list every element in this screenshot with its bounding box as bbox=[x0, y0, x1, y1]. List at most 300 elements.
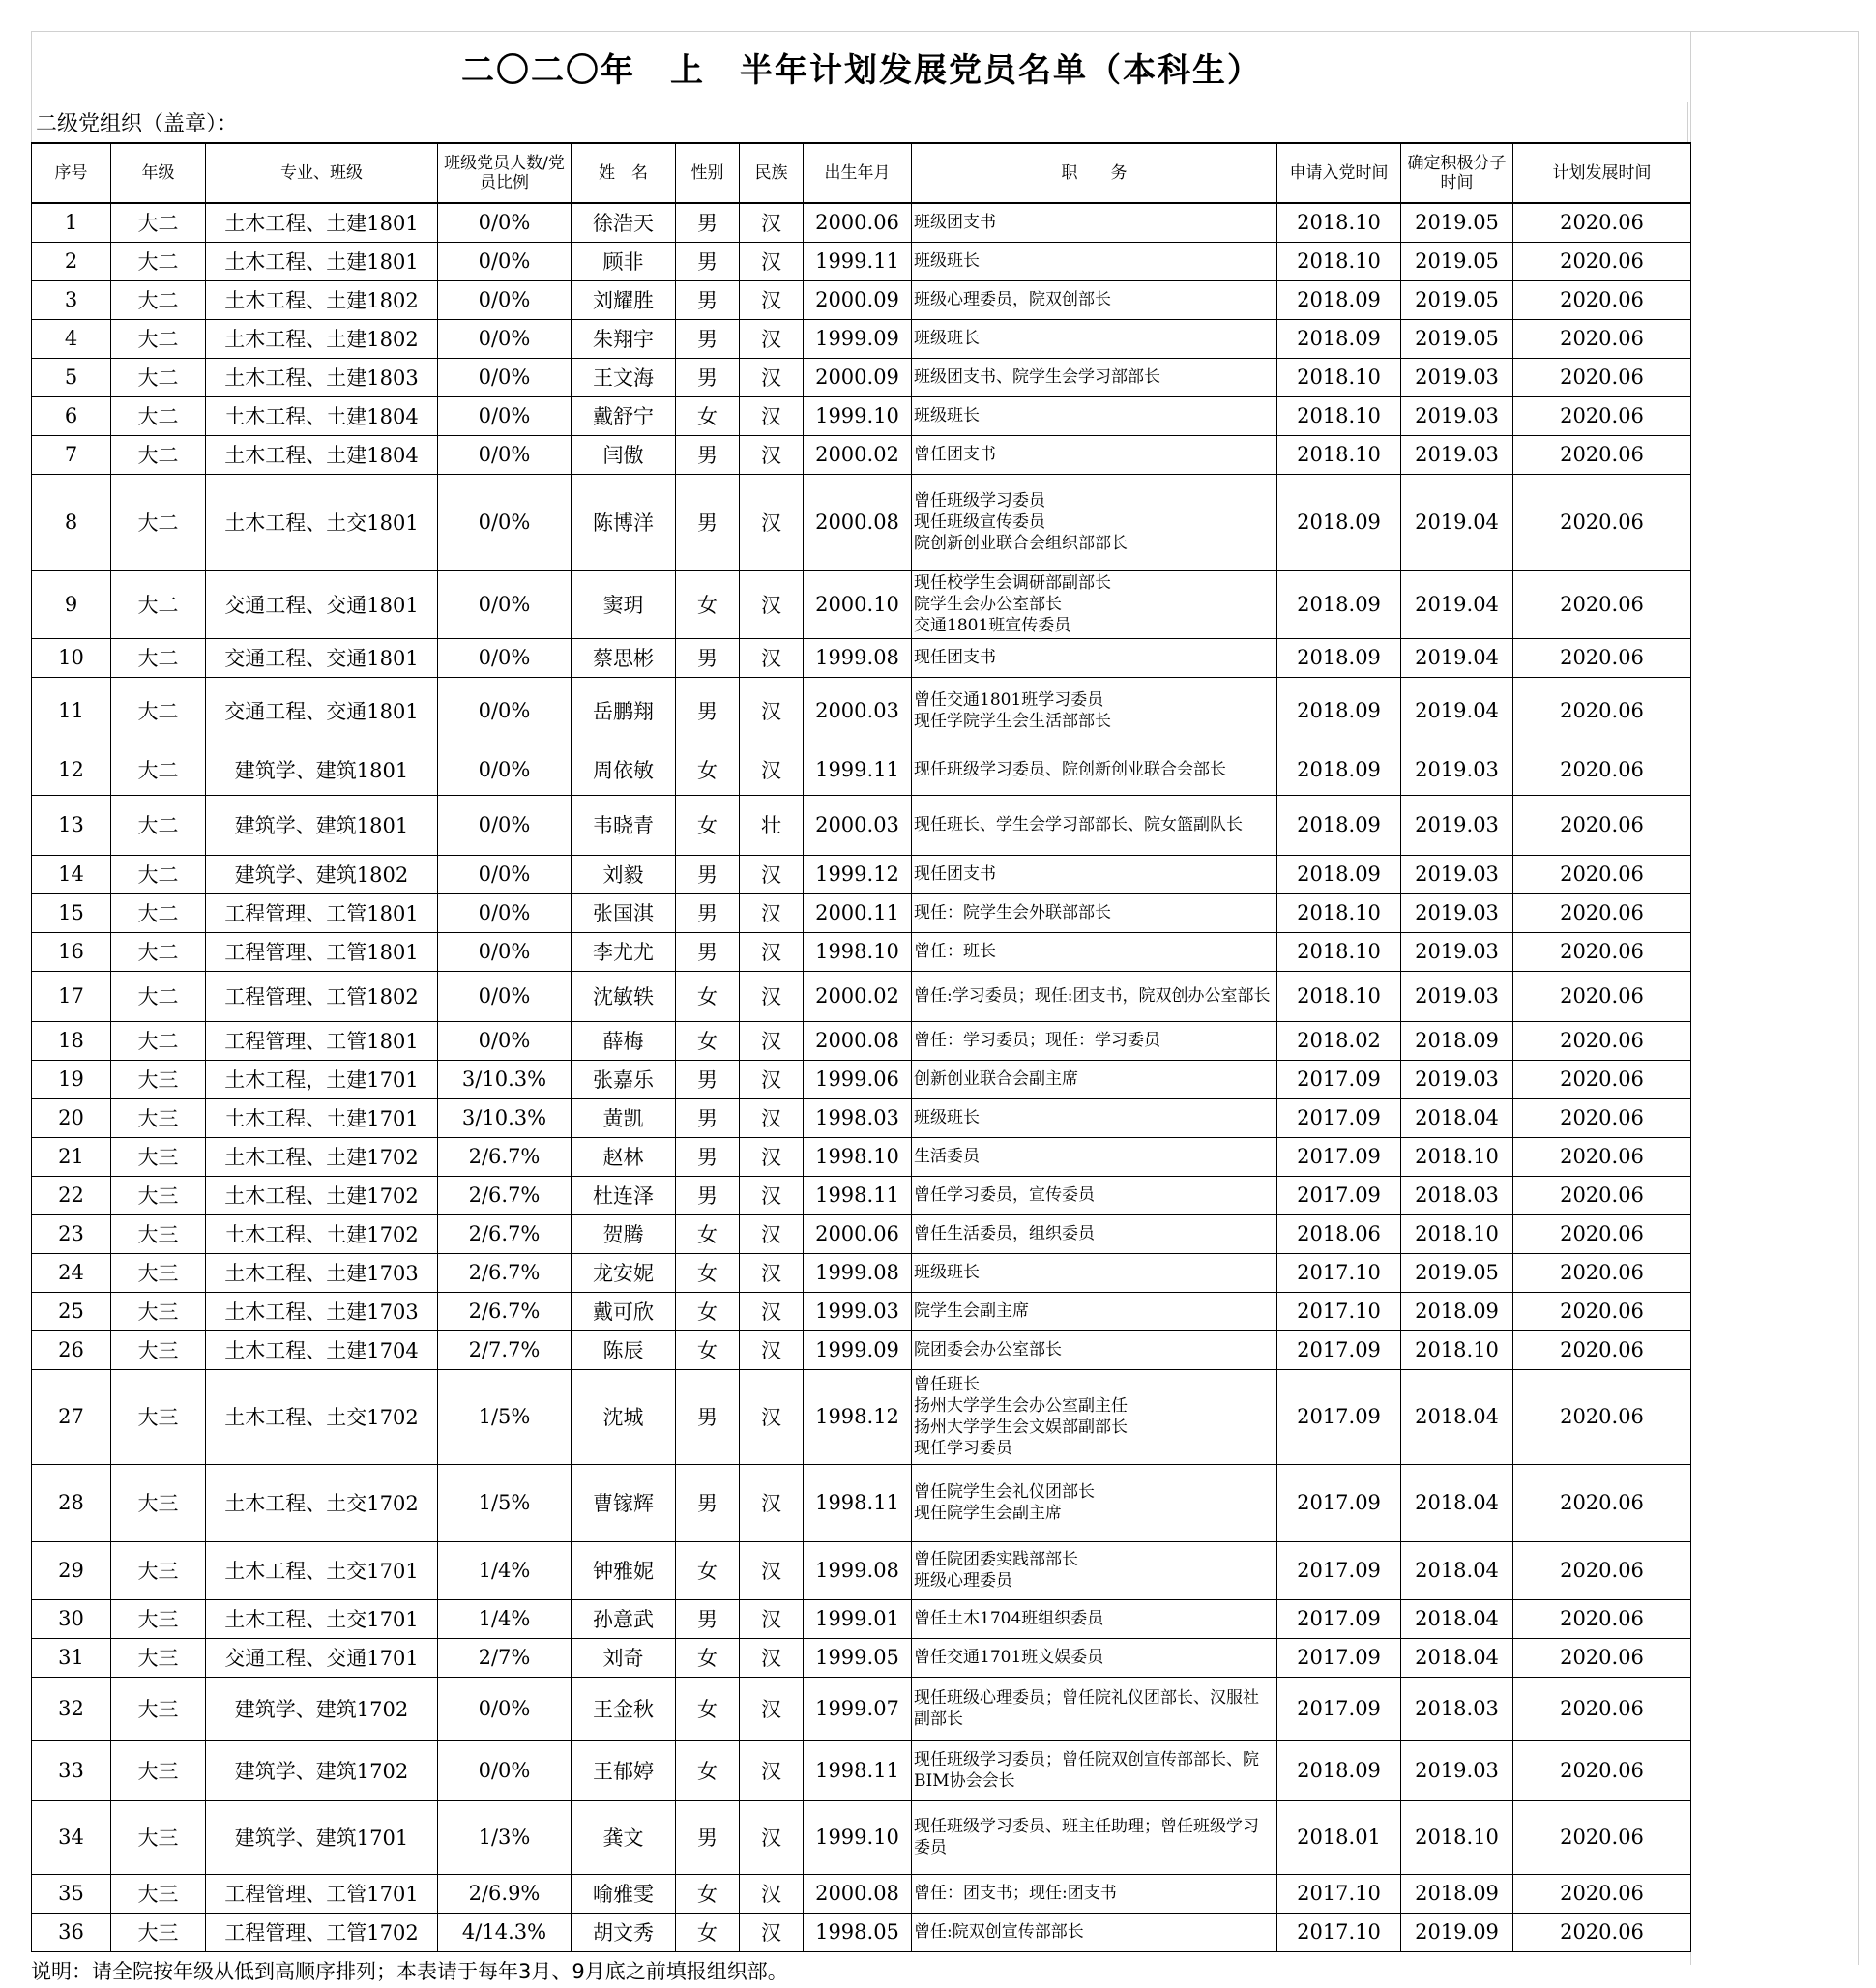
table-cell: 2020.06 bbox=[1513, 1253, 1691, 1292]
table-cell: 大二 bbox=[111, 971, 206, 1021]
table-cell: 0/0% bbox=[438, 203, 572, 242]
table-cell: 班级班长 bbox=[912, 1098, 1277, 1137]
table-cell: 0/0% bbox=[438, 855, 572, 893]
table-cell: 汉 bbox=[740, 745, 804, 795]
table-cell: 曾任：班长 bbox=[912, 932, 1277, 971]
table-cell: 王文海 bbox=[572, 358, 676, 396]
table-row bbox=[32, 795, 1691, 855]
table-cell: 曾任交通1701班文娱委员 bbox=[912, 1638, 1277, 1677]
table-cell: 大二 bbox=[111, 474, 206, 570]
table-cell: 3/10.3% bbox=[438, 1060, 572, 1098]
table-cell: 0/0% bbox=[438, 319, 572, 358]
table-cell: 女 bbox=[676, 795, 740, 855]
table-cell: 土木工程、土交1701 bbox=[206, 1599, 438, 1638]
table-row bbox=[32, 1330, 1691, 1369]
table-cell: 男 bbox=[676, 893, 740, 932]
table-cell: 土木工程、土交1701 bbox=[206, 1541, 438, 1599]
table-row bbox=[32, 1137, 1691, 1176]
table-cell: 大三 bbox=[111, 1740, 206, 1800]
table-cell: 1999.05 bbox=[804, 1638, 912, 1677]
table-cell: 2018.10 bbox=[1277, 893, 1401, 932]
table-cell: 交通工程、交通1701 bbox=[206, 1638, 438, 1677]
table-cell: 3/10.3% bbox=[438, 1098, 572, 1137]
table-cell: 26 bbox=[32, 1330, 111, 1369]
table-cell: 2000.08 bbox=[804, 1874, 912, 1913]
table-cell: 2020.06 bbox=[1513, 1599, 1691, 1638]
table-cell: 2018.09 bbox=[1277, 319, 1401, 358]
table-cell: 2019.04 bbox=[1401, 570, 1513, 638]
table-cell: 2020.06 bbox=[1513, 280, 1691, 319]
table-cell: 2019.04 bbox=[1401, 638, 1513, 677]
table-cell: 女 bbox=[676, 1292, 740, 1330]
table-cell: 2000.08 bbox=[804, 1021, 912, 1060]
table-cell: 土木工程、土建1803 bbox=[206, 358, 438, 396]
table-cell: 2020.06 bbox=[1513, 1098, 1691, 1137]
table-cell: 男 bbox=[676, 319, 740, 358]
table-cell: 1998.11 bbox=[804, 1464, 912, 1541]
table-cell: 大三 bbox=[111, 1330, 206, 1369]
table-cell: 男 bbox=[676, 1137, 740, 1176]
table-cell: 曾任：团支书；现任:团支书 bbox=[912, 1874, 1277, 1913]
table-cell: 大三 bbox=[111, 1913, 206, 1951]
table-cell: 0/0% bbox=[438, 1677, 572, 1740]
table-cell: 汉 bbox=[740, 1874, 804, 1913]
table-cell: 曾任：学习委员；现任：学习委员 bbox=[912, 1021, 1277, 1060]
org-label: 二级党组织（盖章）： bbox=[36, 111, 239, 136]
table-cell: 15 bbox=[32, 893, 111, 932]
table-cell: 汉 bbox=[740, 474, 804, 570]
table-cell: 2/6.7% bbox=[438, 1292, 572, 1330]
table-cell: 2020.06 bbox=[1513, 677, 1691, 745]
table-cell: 曾任:学习委员；现任:团支书，院双创办公室部长 bbox=[912, 971, 1277, 1021]
table-cell: 2000.06 bbox=[804, 1214, 912, 1253]
table-cell: 2020.06 bbox=[1513, 1800, 1691, 1874]
table-cell: 胡文秀 bbox=[572, 1913, 676, 1951]
table-cell: 大三 bbox=[111, 1677, 206, 1740]
table-cell: 33 bbox=[32, 1740, 111, 1800]
table-cell: 大二 bbox=[111, 319, 206, 358]
table-cell: 1999.06 bbox=[804, 1060, 912, 1098]
table-cell: 2018.03 bbox=[1401, 1176, 1513, 1214]
spreadsheet bbox=[31, 31, 1859, 1985]
table-cell: 班级团支书 bbox=[912, 203, 1277, 242]
table-cell: 现任团支书 bbox=[912, 855, 1277, 893]
table-cell: 36 bbox=[32, 1913, 111, 1951]
table-cell: 2019.04 bbox=[1401, 474, 1513, 570]
table-cell: 岳鹏翔 bbox=[572, 677, 676, 745]
table-cell: 建筑学、建筑1701 bbox=[206, 1800, 438, 1874]
table-cell: 2018.09 bbox=[1277, 570, 1401, 638]
table-cell: 男 bbox=[676, 1464, 740, 1541]
table-cell: 2018.10 bbox=[1277, 242, 1401, 280]
header-cell: 出生年月 bbox=[804, 143, 912, 203]
table-cell: 2017.09 bbox=[1277, 1464, 1401, 1541]
table-cell: 男 bbox=[676, 638, 740, 677]
table-row bbox=[32, 280, 1691, 319]
table-cell: 1999.11 bbox=[804, 242, 912, 280]
table-cell: 班级班长 bbox=[912, 1253, 1277, 1292]
table-row bbox=[32, 1253, 1691, 1292]
table-cell: 0/0% bbox=[438, 745, 572, 795]
table-cell: 2018.09 bbox=[1401, 1874, 1513, 1913]
table-cell: 2000.06 bbox=[804, 203, 912, 242]
table-cell: 刘奇 bbox=[572, 1638, 676, 1677]
table-cell: 壮 bbox=[740, 795, 804, 855]
table-cell: 0/0% bbox=[438, 474, 572, 570]
table-cell: 2018.09 bbox=[1277, 855, 1401, 893]
table-cell: 交通工程、交通1801 bbox=[206, 570, 438, 638]
table-cell: 女 bbox=[676, 1330, 740, 1369]
table-cell: 2020.06 bbox=[1513, 1137, 1691, 1176]
table-cell: 现任班长、学生会学习部部长、院女篮副队长 bbox=[912, 795, 1277, 855]
table-cell: 2018.04 bbox=[1401, 1464, 1513, 1541]
table-cell: 1/5% bbox=[438, 1464, 572, 1541]
table-cell: 2000.03 bbox=[804, 677, 912, 745]
table-row bbox=[32, 319, 1691, 358]
table-cell: 13 bbox=[32, 795, 111, 855]
table-cell: 土木工程、土建1702 bbox=[206, 1214, 438, 1253]
table-cell: 2019.05 bbox=[1401, 319, 1513, 358]
table-cell: 2018.02 bbox=[1277, 1021, 1401, 1060]
table-cell: 12 bbox=[32, 745, 111, 795]
table-cell: 2018.10 bbox=[1401, 1137, 1513, 1176]
table-cell: 陈辰 bbox=[572, 1330, 676, 1369]
table-cell: 女 bbox=[676, 971, 740, 1021]
table-row bbox=[32, 1800, 1691, 1874]
table-cell: 2018.01 bbox=[1277, 1800, 1401, 1874]
table-cell: 2019.09 bbox=[1401, 1913, 1513, 1951]
table-cell: 2020.06 bbox=[1513, 893, 1691, 932]
table-cell: 0/0% bbox=[438, 358, 572, 396]
table-cell: 女 bbox=[676, 1021, 740, 1060]
table-cell: 曾任班长 扬州大学学生会办公室副主任 扬州大学学生会文娱部副部长 现任学习委员 bbox=[912, 1369, 1277, 1464]
table-cell: 现任：院学生会外联部部长 bbox=[912, 893, 1277, 932]
table-cell: 2/6.7% bbox=[438, 1214, 572, 1253]
table-cell: 大三 bbox=[111, 1253, 206, 1292]
table-cell: 生活委员 bbox=[912, 1137, 1277, 1176]
table-cell: 曾任交通1801班学习委员 现任学院学生会生活部部长 bbox=[912, 677, 1277, 745]
table-cell: 2020.06 bbox=[1513, 1060, 1691, 1098]
table-cell: 大二 bbox=[111, 638, 206, 677]
table-cell: 班级班长 bbox=[912, 396, 1277, 435]
table-cell: 黄凯 bbox=[572, 1098, 676, 1137]
table-cell: 土木工程、土建1702 bbox=[206, 1176, 438, 1214]
table-cell: 汉 bbox=[740, 1214, 804, 1253]
table-cell: 曾任团支书 bbox=[912, 435, 1277, 474]
table-cell: 班级班长 bbox=[912, 319, 1277, 358]
footnote: 说明：请全院按年级从低到高顺序排列；本表请于每年3月、9月底之前填报组织部。 bbox=[31, 1959, 788, 1983]
table-cell: 男 bbox=[676, 1800, 740, 1874]
table-cell: 2018.04 bbox=[1401, 1638, 1513, 1677]
header-row bbox=[32, 143, 1691, 203]
table-cell: 2018.10 bbox=[1401, 1214, 1513, 1253]
table-cell: 1998.10 bbox=[804, 1137, 912, 1176]
header-cell: 申请入党时间 bbox=[1277, 143, 1401, 203]
table-cell: 2019.03 bbox=[1401, 855, 1513, 893]
table-cell: 2018.09 bbox=[1401, 1292, 1513, 1330]
table-cell: 2017.09 bbox=[1277, 1541, 1401, 1599]
table-cell: 1998.11 bbox=[804, 1740, 912, 1800]
table-cell: 女 bbox=[676, 1740, 740, 1800]
table-cell: 2017.09 bbox=[1277, 1599, 1401, 1638]
table-cell: 汉 bbox=[740, 1599, 804, 1638]
table-cell: 2019.05 bbox=[1401, 1253, 1513, 1292]
table-cell: 汉 bbox=[740, 1292, 804, 1330]
table-cell: 6 bbox=[32, 396, 111, 435]
table-row bbox=[32, 1060, 1691, 1098]
table-cell: 男 bbox=[676, 1176, 740, 1214]
table-cell: 土木工程、土建1702 bbox=[206, 1137, 438, 1176]
table-cell: 男 bbox=[676, 932, 740, 971]
table-cell: 班级团支书、院学生会学习部部长 bbox=[912, 358, 1277, 396]
table-cell: 2018.10 bbox=[1401, 1800, 1513, 1874]
table-cell: 汉 bbox=[740, 1021, 804, 1060]
table-cell: 2000.10 bbox=[804, 570, 912, 638]
table-cell: 7 bbox=[32, 435, 111, 474]
table-cell: 土木工程，土建1701 bbox=[206, 1060, 438, 1098]
table-cell: 薛梅 bbox=[572, 1021, 676, 1060]
table-cell: 汉 bbox=[740, 1677, 804, 1740]
table-cell: 2018.04 bbox=[1401, 1541, 1513, 1599]
table-cell: 2/6.9% bbox=[438, 1874, 572, 1913]
table-row bbox=[32, 971, 1691, 1021]
table-cell: 汉 bbox=[740, 1060, 804, 1098]
table-cell: 汉 bbox=[740, 1800, 804, 1874]
table-cell: 2018.10 bbox=[1277, 358, 1401, 396]
table-row bbox=[32, 1292, 1691, 1330]
table-cell: 2018.10 bbox=[1277, 971, 1401, 1021]
table-cell: 土木工程、土建1801 bbox=[206, 203, 438, 242]
table-cell: 0/0% bbox=[438, 795, 572, 855]
table-cell: 1999.09 bbox=[804, 319, 912, 358]
table-cell: 建筑学、建筑1801 bbox=[206, 745, 438, 795]
table-cell: 男 bbox=[676, 1599, 740, 1638]
table-cell: 2/6.7% bbox=[438, 1176, 572, 1214]
table-cell: 男 bbox=[676, 435, 740, 474]
table-cell: 王郁婷 bbox=[572, 1740, 676, 1800]
table-cell: 21 bbox=[32, 1137, 111, 1176]
table-row bbox=[32, 1740, 1691, 1800]
table-cell: 2020.06 bbox=[1513, 203, 1691, 242]
table-cell: 汉 bbox=[740, 1541, 804, 1599]
table-cell: 2018.09 bbox=[1277, 795, 1401, 855]
table-cell: 0/0% bbox=[438, 893, 572, 932]
table-cell: 1999.08 bbox=[804, 638, 912, 677]
table-cell: 汉 bbox=[740, 971, 804, 1021]
table-cell: 2017.09 bbox=[1277, 1677, 1401, 1740]
table-cell: 31 bbox=[32, 1638, 111, 1677]
table-cell: 0/0% bbox=[438, 1740, 572, 1800]
table-cell: 0/0% bbox=[438, 570, 572, 638]
table-row bbox=[32, 358, 1691, 396]
table-row bbox=[32, 1214, 1691, 1253]
table-cell: 1999.10 bbox=[804, 1800, 912, 1874]
table-cell: 2 bbox=[32, 242, 111, 280]
table-cell: 男 bbox=[676, 1060, 740, 1098]
table-cell: 2020.06 bbox=[1513, 1913, 1691, 1951]
table-cell: 曾任院学生会礼仪团部长 现任院学生会副主席 bbox=[912, 1464, 1277, 1541]
table-cell: 1998.05 bbox=[804, 1913, 912, 1951]
table-cell: 1999.12 bbox=[804, 855, 912, 893]
table-cell: 2020.06 bbox=[1513, 396, 1691, 435]
table-cell: 汉 bbox=[740, 932, 804, 971]
table-cell: 大二 bbox=[111, 1021, 206, 1060]
table-cell: 曾任学习委员，宣传委员 bbox=[912, 1176, 1277, 1214]
table-cell: 2018.10 bbox=[1277, 435, 1401, 474]
table-cell: 工程管理、工管1701 bbox=[206, 1874, 438, 1913]
table-cell: 李尤尤 bbox=[572, 932, 676, 971]
table-cell: 现任团支书 bbox=[912, 638, 1277, 677]
table-cell: 工程管理、工管1801 bbox=[206, 932, 438, 971]
table-cell: 蔡思彬 bbox=[572, 638, 676, 677]
table-cell: 22 bbox=[32, 1176, 111, 1214]
table-cell: 沈敏轶 bbox=[572, 971, 676, 1021]
table-cell: 女 bbox=[676, 745, 740, 795]
table-cell: 汉 bbox=[740, 435, 804, 474]
table-cell: 2019.03 bbox=[1401, 745, 1513, 795]
table-cell: 钟雅妮 bbox=[572, 1541, 676, 1599]
table-cell: 汉 bbox=[740, 1098, 804, 1137]
table-cell: 曾任生活委员，组织委员 bbox=[912, 1214, 1277, 1253]
table-cell: 2000.09 bbox=[804, 358, 912, 396]
table-cell: 土木工程、土建1802 bbox=[206, 319, 438, 358]
table-cell: 大三 bbox=[111, 1874, 206, 1913]
table-cell: 土木工程、土建1701 bbox=[206, 1098, 438, 1137]
table-cell: 2017.10 bbox=[1277, 1874, 1401, 1913]
table-cell: 汉 bbox=[740, 280, 804, 319]
table-cell: 2019.03 bbox=[1401, 1060, 1513, 1098]
table-cell: 汉 bbox=[740, 396, 804, 435]
table-cell: 大二 bbox=[111, 358, 206, 396]
table-cell: 0/0% bbox=[438, 435, 572, 474]
table-cell: 汉 bbox=[740, 1464, 804, 1541]
table-cell: 2018.10 bbox=[1277, 203, 1401, 242]
table-cell: 汉 bbox=[740, 242, 804, 280]
table-cell: 汉 bbox=[740, 319, 804, 358]
table-cell: 班级班长 bbox=[912, 242, 1277, 280]
table-cell: 2017.09 bbox=[1277, 1176, 1401, 1214]
table-cell: 女 bbox=[676, 570, 740, 638]
table-row bbox=[32, 1464, 1691, 1541]
table-cell: 14 bbox=[32, 855, 111, 893]
table-cell: 2018.09 bbox=[1277, 677, 1401, 745]
table-cell: 曾任院团委实践部部长 班级心理委员 bbox=[912, 1541, 1277, 1599]
table-cell: 30 bbox=[32, 1599, 111, 1638]
table-cell: 27 bbox=[32, 1369, 111, 1464]
table-cell: 曾任班级学习委员 现任班级宣传委员 院创新创业联合会组织部部长 bbox=[912, 474, 1277, 570]
table-cell: 建筑学、建筑1702 bbox=[206, 1677, 438, 1740]
table-cell: 2/6.7% bbox=[438, 1253, 572, 1292]
table-cell: 2018.10 bbox=[1277, 932, 1401, 971]
table-cell: 4/14.3% bbox=[438, 1913, 572, 1951]
table-cell: 1999.11 bbox=[804, 745, 912, 795]
table-cell: 现任班级心理委员；曾任院礼仪团部长、汉服社副部长 bbox=[912, 1677, 1277, 1740]
table-cell: 2019.03 bbox=[1401, 358, 1513, 396]
table-cell: 大三 bbox=[111, 1060, 206, 1098]
table-cell: 女 bbox=[676, 396, 740, 435]
table-cell: 0/0% bbox=[438, 932, 572, 971]
table-row bbox=[32, 203, 1691, 242]
table-cell: 8 bbox=[32, 474, 111, 570]
table-cell: 男 bbox=[676, 203, 740, 242]
table-cell: 沈城 bbox=[572, 1369, 676, 1464]
table-cell: 男 bbox=[676, 280, 740, 319]
table-cell: 1999.08 bbox=[804, 1541, 912, 1599]
table-cell: 2017.10 bbox=[1277, 1913, 1401, 1951]
table-cell: 10 bbox=[32, 638, 111, 677]
table-cell: 2020.06 bbox=[1513, 855, 1691, 893]
table-cell: 2020.06 bbox=[1513, 745, 1691, 795]
table-cell: 大三 bbox=[111, 1800, 206, 1874]
table-cell: 11 bbox=[32, 677, 111, 745]
table-cell: 建筑学、建筑1702 bbox=[206, 1740, 438, 1800]
table-cell: 大二 bbox=[111, 203, 206, 242]
table-cell: 男 bbox=[676, 855, 740, 893]
table-cell: 院团委会办公室部长 bbox=[912, 1330, 1277, 1369]
header-cell: 职 务 bbox=[912, 143, 1277, 203]
table-cell: 男 bbox=[676, 358, 740, 396]
table-cell: 9 bbox=[32, 570, 111, 638]
table-cell: 大二 bbox=[111, 280, 206, 319]
table-cell: 1998.11 bbox=[804, 1176, 912, 1214]
table-cell: 汉 bbox=[740, 203, 804, 242]
table-cell: 2018.09 bbox=[1277, 1740, 1401, 1800]
table-cell: 1998.10 bbox=[804, 932, 912, 971]
table-cell: 建筑学、建筑1802 bbox=[206, 855, 438, 893]
table-cell: 戴可欣 bbox=[572, 1292, 676, 1330]
table-cell: 曾任:院双创宣传部部长 bbox=[912, 1913, 1277, 1951]
table-cell: 土木工程、土建1804 bbox=[206, 435, 438, 474]
table-row bbox=[32, 1021, 1691, 1060]
table-cell: 交通工程、交通1801 bbox=[206, 677, 438, 745]
table-cell: 25 bbox=[32, 1292, 111, 1330]
table-cell: 28 bbox=[32, 1464, 111, 1541]
table-cell: 2000.03 bbox=[804, 795, 912, 855]
table-cell: 张嘉乐 bbox=[572, 1060, 676, 1098]
header-cell: 性别 bbox=[676, 143, 740, 203]
table-cell: 男 bbox=[676, 677, 740, 745]
table-cell: 大二 bbox=[111, 677, 206, 745]
table-cell: 女 bbox=[676, 1677, 740, 1740]
table-cell: 大二 bbox=[111, 795, 206, 855]
table-cell: 孙意武 bbox=[572, 1599, 676, 1638]
table-cell: 2020.06 bbox=[1513, 795, 1691, 855]
table-cell: 现任班级学习委员、院创新创业联合会部长 bbox=[912, 745, 1277, 795]
table-cell: 大二 bbox=[111, 435, 206, 474]
table-cell: 班级心理委员，院双创部长 bbox=[912, 280, 1277, 319]
table-cell: 2020.06 bbox=[1513, 1464, 1691, 1541]
table-cell: 1 bbox=[32, 203, 111, 242]
table-cell: 土木工程、土建1802 bbox=[206, 280, 438, 319]
table-cell: 男 bbox=[676, 474, 740, 570]
table-cell: 徐浩天 bbox=[572, 203, 676, 242]
table-cell: 工程管理、工管1801 bbox=[206, 1021, 438, 1060]
table-cell: 4 bbox=[32, 319, 111, 358]
table-cell: 大三 bbox=[111, 1541, 206, 1599]
table-cell: 汉 bbox=[740, 638, 804, 677]
table-cell: 建筑学、建筑1801 bbox=[206, 795, 438, 855]
table-cell: 女 bbox=[676, 1214, 740, 1253]
table-cell: 2/6.7% bbox=[438, 1137, 572, 1176]
table-cell: 汉 bbox=[740, 1253, 804, 1292]
table-cell: 张国淇 bbox=[572, 893, 676, 932]
table-cell: 工程管理、工管1801 bbox=[206, 893, 438, 932]
table-row bbox=[32, 893, 1691, 932]
table-cell: 1999.10 bbox=[804, 396, 912, 435]
table-cell: 17 bbox=[32, 971, 111, 1021]
table-cell: 32 bbox=[32, 1677, 111, 1740]
table-cell: 2017.09 bbox=[1277, 1060, 1401, 1098]
